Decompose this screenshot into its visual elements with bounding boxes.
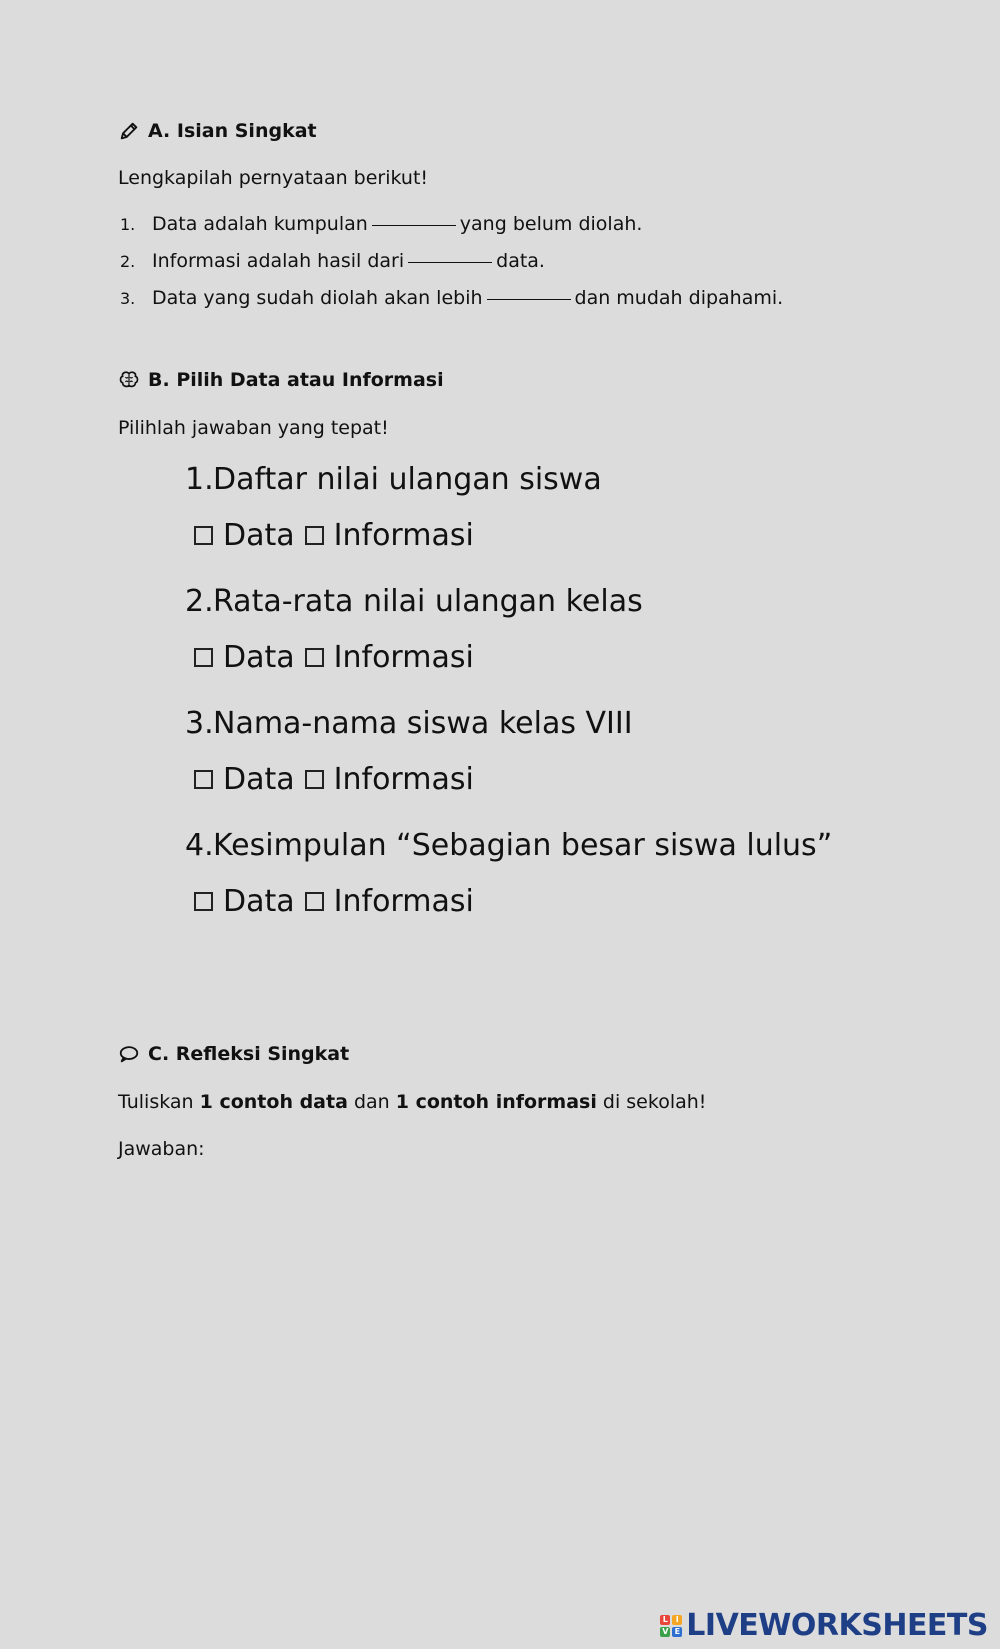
question-number: 1. bbox=[185, 462, 214, 497]
logo-text: LIVEWORKSHEETS bbox=[686, 1608, 988, 1643]
choice-question-3 bbox=[185, 706, 633, 741]
option-informasi[interactable] bbox=[305, 884, 474, 919]
option-label: Informasi bbox=[333, 518, 474, 553]
logo-mark-letter: E bbox=[672, 1627, 682, 1637]
instruction-text: di sekolah! bbox=[596, 1091, 707, 1113]
option-data[interactable] bbox=[194, 518, 295, 553]
liveworksheets-logo bbox=[660, 1608, 988, 1643]
answer-area[interactable] bbox=[118, 1175, 878, 1335]
option-informasi[interactable] bbox=[305, 518, 474, 553]
instruction-bold-data: 1 contoh data bbox=[199, 1091, 348, 1113]
checkbox[interactable] bbox=[194, 770, 213, 789]
choice-question-2 bbox=[185, 584, 643, 619]
fill-item-number: 3. bbox=[120, 289, 136, 308]
fill-item-after: dan mudah dipahami. bbox=[574, 287, 784, 309]
fill-item-2 bbox=[120, 250, 545, 272]
section-c-title: C. Refleksi Singkat bbox=[148, 1043, 350, 1065]
checkbox[interactable] bbox=[305, 892, 324, 911]
logo-mark-letter: V bbox=[662, 1626, 669, 1636]
fill-item-after: data. bbox=[496, 250, 545, 272]
question-number: 3. bbox=[185, 706, 214, 741]
section-a-heading bbox=[118, 120, 317, 142]
fill-item-3 bbox=[120, 287, 783, 309]
brain-icon bbox=[118, 369, 140, 391]
logo-mark-icon bbox=[660, 1615, 682, 1637]
option-label: Data bbox=[223, 640, 295, 675]
checkbox[interactable] bbox=[305, 526, 324, 545]
checkbox[interactable] bbox=[194, 648, 213, 667]
fill-blank[interactable] bbox=[372, 225, 456, 226]
instruction-text: dan bbox=[347, 1091, 396, 1113]
fill-item-before: Informasi adalah hasil dari bbox=[152, 250, 405, 272]
fill-item-number: 2. bbox=[120, 252, 136, 271]
fill-item-number: 1. bbox=[120, 215, 136, 234]
checkbox[interactable] bbox=[194, 526, 213, 545]
fill-blank[interactable] bbox=[408, 262, 492, 263]
choice-options-2 bbox=[194, 640, 474, 675]
option-label: Data bbox=[223, 884, 295, 919]
section-b-instruction: Pilihlah jawaban yang tepat! bbox=[118, 417, 389, 439]
fill-item-after: yang belum diolah. bbox=[459, 213, 643, 235]
section-c-instruction bbox=[118, 1091, 706, 1113]
question-number: 2. bbox=[185, 584, 214, 619]
section-a-instruction: Lengkapilah pernyataan berikut! bbox=[118, 167, 429, 189]
question-number: 4. bbox=[185, 828, 214, 863]
option-label: Informasi bbox=[333, 762, 474, 797]
fill-item-before: Data adalah kumpulan bbox=[152, 213, 368, 235]
question-text: Nama-nama siswa kelas VIII bbox=[213, 706, 633, 741]
checkbox[interactable] bbox=[305, 648, 324, 667]
choice-options-4 bbox=[194, 884, 474, 919]
question-text: Daftar nilai ulangan siswa bbox=[213, 462, 602, 497]
option-data[interactable] bbox=[194, 762, 295, 797]
instruction-text: Tuliskan bbox=[118, 1091, 200, 1113]
instruction-bold-informasi: 1 contoh informasi bbox=[395, 1091, 597, 1113]
logo-mark-letter: I bbox=[672, 1615, 682, 1625]
option-label: Data bbox=[223, 762, 295, 797]
choice-options-3 bbox=[194, 762, 474, 797]
option-data[interactable] bbox=[194, 884, 295, 919]
speech-bubble-icon bbox=[118, 1043, 140, 1065]
logo-mark-letter: L bbox=[660, 1615, 670, 1625]
fill-item-before: Data yang sudah diolah akan lebih bbox=[152, 287, 483, 309]
question-text: Kesimpulan “Sebagian besar siswa lulus” bbox=[213, 828, 833, 863]
option-informasi[interactable] bbox=[305, 762, 474, 797]
section-a-title: A. Isian Singkat bbox=[148, 120, 317, 142]
option-label: Informasi bbox=[333, 884, 474, 919]
section-c-heading bbox=[118, 1043, 349, 1065]
answer-label: Jawaban: bbox=[118, 1138, 205, 1160]
option-data[interactable] bbox=[194, 640, 295, 675]
choice-question-1 bbox=[185, 462, 602, 497]
section-b-heading bbox=[118, 369, 444, 391]
checkbox[interactable] bbox=[305, 770, 324, 789]
pencil-icon bbox=[118, 120, 140, 142]
fill-blank[interactable] bbox=[487, 299, 571, 300]
choice-question-4 bbox=[185, 828, 832, 863]
option-label: Informasi bbox=[333, 640, 474, 675]
fill-item-1 bbox=[120, 213, 642, 235]
option-label: Data bbox=[223, 518, 295, 553]
question-text: Rata-rata nilai ulangan kelas bbox=[213, 584, 643, 619]
checkbox[interactable] bbox=[194, 892, 213, 911]
section-b-title: B. Pilih Data atau Informasi bbox=[148, 369, 444, 391]
option-informasi[interactable] bbox=[305, 640, 474, 675]
choice-options-1 bbox=[194, 518, 474, 553]
